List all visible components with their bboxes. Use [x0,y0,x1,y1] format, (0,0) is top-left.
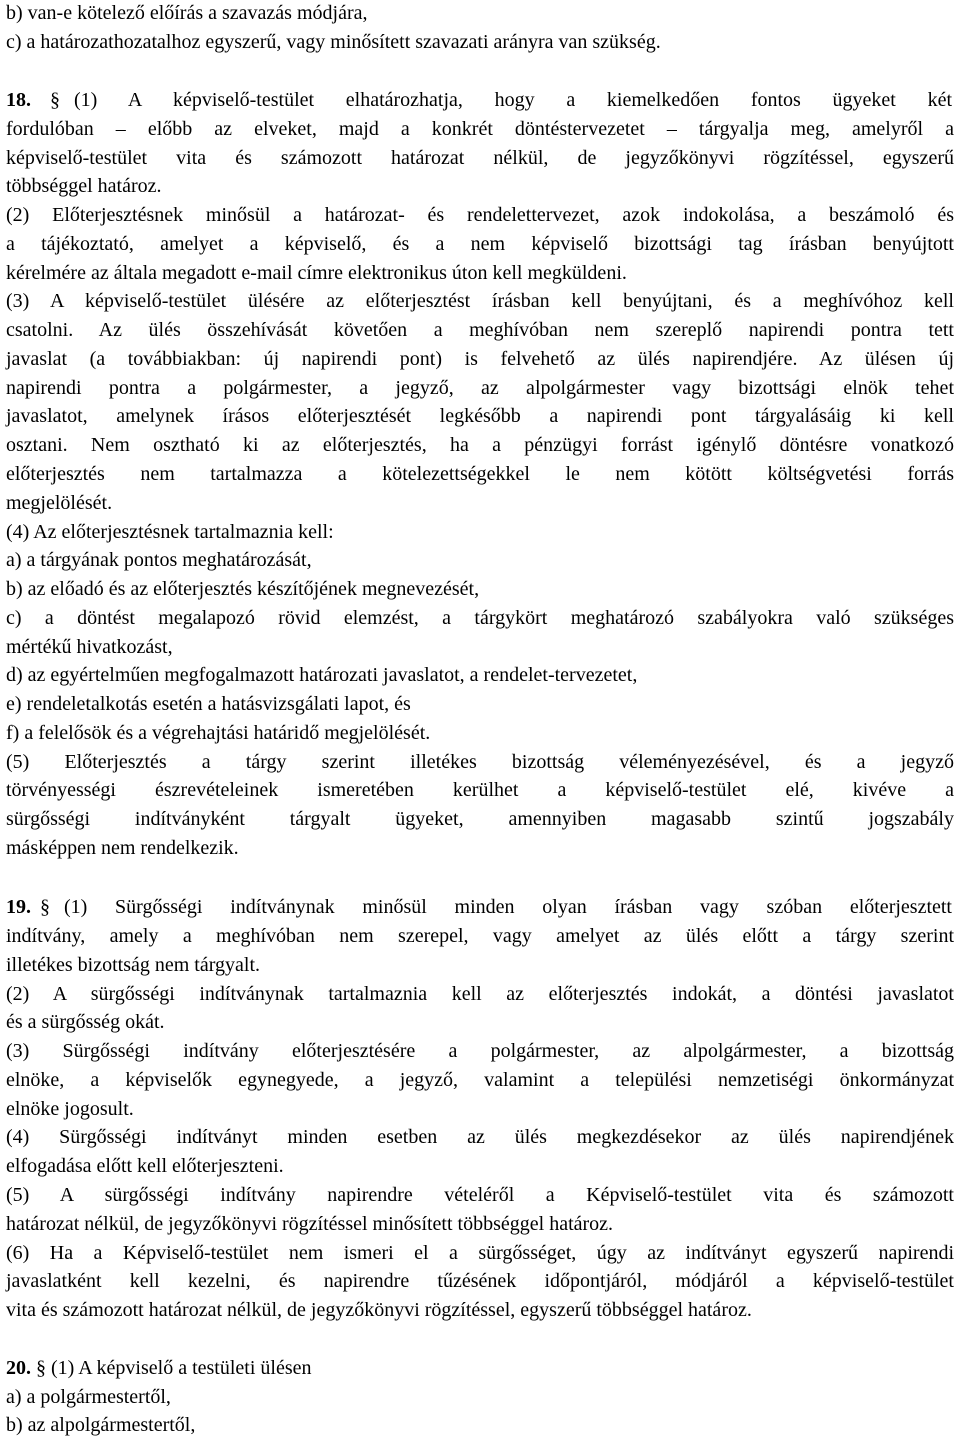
section-18-heading-line [6,86,954,114]
text-line: vita és számozott határozat nélkül, de jegyzőkönyvi rögzítéssel, egyszerű többséggel határoz. [6,1299,752,1321]
section-number: 18. [6,89,31,111]
text-line: kérelmére az általa megadott e-mail címre elektronikus úton kell megküldeni. [6,262,627,284]
text-line: többséggel határoz. [6,175,162,197]
section-number: 20. [6,1357,31,1379]
text-line: (2) A sürgősségi indítványnak tartalmaznia kell az előterjesztés indokát, a döntési javaslatot [6,983,954,1005]
text-line: mértékű hivatkozást, [6,636,173,658]
text-line: (2) Előterjesztésnek minősül a határozat- és rendelettervezet, azok indokolása, a beszámoló és [6,204,954,226]
text-line: másképpen nem rendelkezik. [6,837,239,859]
text-line: fordulóban – előbb az elveket, majd a konkrét döntéstervezetet – tárgyalja meg, amelyről a [6,118,954,140]
text-line: elnöke jogosult. [6,1098,134,1120]
section-sign: § [40,896,50,918]
section-19-heading-line [6,893,954,921]
text-line: javaslat (a továbbiakban: új napirendi pont) is felvehető az ülés napirendjére. Az ülésen új [6,348,954,370]
text-line: határozat nélkül, de jegyzőkönyvi rögzítéssel minősített többséggel határoz. [6,1213,614,1235]
text-line: (3) A képviselő-testület ülésére az előterjesztést írásban kell benyújtani, és a meghívóhoz kell [6,290,954,312]
list-item: a) a polgármestertől, [6,1386,171,1408]
list-item: b) az előadó és az előterjesztés készítőjének megnevezését, [6,578,480,600]
text-line: illetékes bizottság nem tárgyalt. [6,954,261,976]
text-line: képviselő-testület vita és számozott határozat nélkül, de jegyzőkönyvi rögzítéssel, egyszerű [6,147,954,169]
text-line: (4) Sürgősségi indítványt minden esetben az ülés megkezdésekor az ülés napirendjének [6,1126,954,1148]
text-line: és a sürgősség okát. [6,1011,165,1033]
section-number: 19. [6,896,31,918]
text-line: (1) A képviselő-testület elhatározhatja, hogy a kiemelkedően fontos ügyeket két [74,89,952,111]
text-line: sürgősségi indítványként tárgyalt ügyeket, amennyiben magasabb szintű jogszabály [6,808,954,830]
text-line: javaslatként kell kezelni, és napirendre tűzésének időpontjáról, módjáról a képviselő-testület [6,1270,954,1292]
text-line: (1) A képviselő a testületi ülésen [51,1357,312,1379]
list-item: f) a felelősök és a végrehajtási határidő megjelölését. [6,722,431,744]
text-line: csatolni. Az ülés összehívását követően a meghívóban nem szereplő napirendi pontra tett [6,319,954,341]
section-sign: § [50,89,60,111]
list-item: b) az alpolgármestertől, [6,1414,196,1436]
text-line: elfogadása előtt kell előterjeszteni. [6,1155,284,1177]
list-item: e) rendeletalkotás esetén a hatásvizsgálati lapot, és [6,693,411,715]
section-sign: § [36,1357,46,1379]
text-line: (6) Ha a Képviselő-testület nem ismeri el a sürgősséget, úgy az indítványt egyszerű napirendi [6,1242,954,1264]
list-item: c) a döntést megalapozó rövid elemzést, a tárgykört meghatározó szabályokra való szükséges [6,607,954,629]
text-line: (1) Sürgősségi indítványnak minősül minden olyan írásban vagy szóban előterjesztett [64,896,952,918]
text-line: c) a határozathozatalhoz egyszerű, vagy minősített szavazati arányra van szükség. [6,31,661,53]
text-line: (3) Sürgősségi indítvány előterjesztésére a polgármester, az alpolgármester, a bizottság [6,1040,954,1062]
text-line: (5) Előterjesztés a tárgy szerint illetékes bizottság véleményezésével, és a jegyző [6,751,954,773]
text-line: b) van-e kötelező előírás a szavazás módjára, [6,2,368,24]
text-line: elnöke, a képviselők egynegyede, a jegyző, valamint a települési nemzetiségi önkormányzat [6,1069,954,1091]
text-line: indítvány, amely a meghívóban nem szerepel, vagy amelyet az ülés előtt a tárgy szerint [6,925,954,947]
text-line: (5) A sürgősségi indítvány napirendre vételéről a Képviselő-testület vita és számozott [6,1184,954,1206]
text-line: javaslatot, amelynek írásos előterjesztését legkésőbb a napirendi pont tárgyalásáig ki kell [6,405,954,427]
text-line: törvényességi észrevételeinek ismeretében kerülhet a képviselő-testület elé, kivéve a [6,779,954,801]
text-line: napirendi pontra a polgármester, a jegyző, az alpolgármester vagy bizottsági elnök tehet [6,377,954,399]
section-20-heading-line [6,1354,954,1382]
text-line: a tájékoztató, amelyet a képviselő, és a nem képviselő bizottsági tag írásban benyújtott [6,233,954,255]
list-item: d) az egyértelműen megfogalmazott határozati javaslatot, a rendelet-tervezetet, [6,664,638,686]
text-line: megjelölését. [6,492,113,514]
text-line: (4) Az előterjesztésnek tartalmaznia kell: [6,521,334,543]
list-item: a) a tárgyának pontos meghatározását, [6,549,312,571]
text-line: osztani. Nem osztható ki az előterjesztés, ha a pénzügyi forrást igénylő döntésre vonatkozó [6,434,954,456]
text-line: előterjesztés nem tartalmazza a kötelezettségekkel le nem kötött költségvetési forrás [6,463,954,485]
